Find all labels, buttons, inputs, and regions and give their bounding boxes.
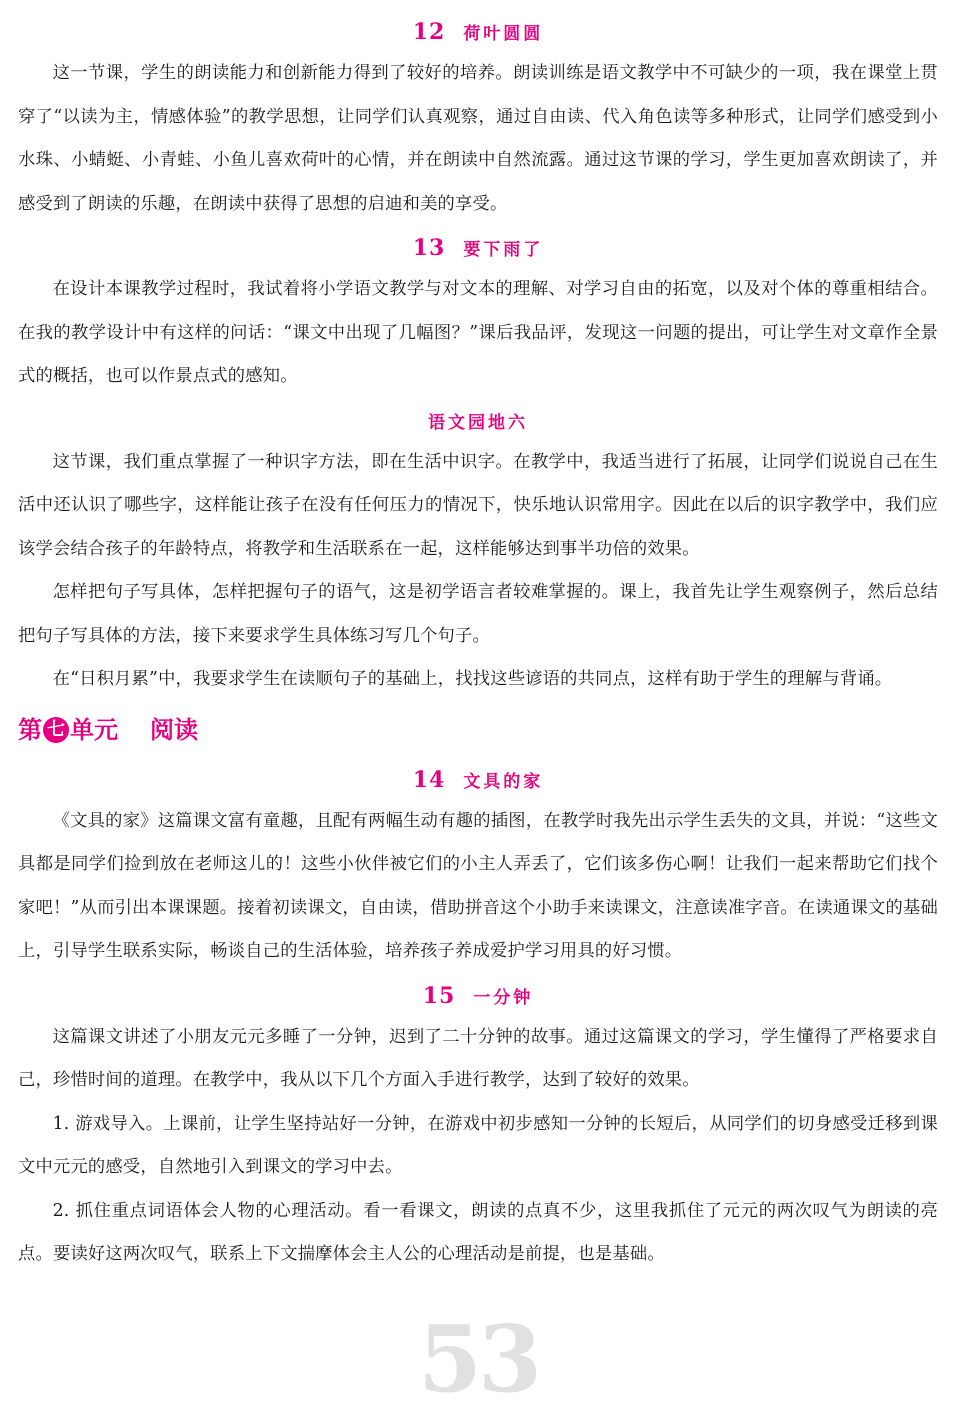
paragraph: 1. 游戏导入。上课前，让学生坚持站好一分钟，在游戏中初步感知一分钟的长短后，从同学们的切身感受迁移到课文中元元的感受，自然地引入到课文的学习中去。 — [18, 1113, 938, 1177]
paragraph: 在“日积月累”中，我要求学生在读顺句子的基础上，找找这些谚语的共同点，这样有助于学生的理解与背诵。 — [52, 669, 893, 689]
section-title: 语文园地六 — [428, 412, 528, 433]
paragraph: 这一节课，学生的朗读能力和创新能力得到了较好的培养。朗读训练是语文教学中不可缺少的一项，我在课堂上贯穿了“以读为主，情感体验”的教学思想，让同学们认真观察，通过自由读、代入角色读等多种形式，让同学们感受到小水珠、小蜻蜓、小青蛙、小鱼儿喜欢荷叶的心情，并在朗读中自然流露。通过这节课的学习，学生更加喜欢朗读了，并感受到了朗读的乐趣，在朗读中获得了思想的启迪和美的享受。 — [18, 63, 938, 214]
unit-number-badge: 七 — [43, 717, 69, 743]
lesson-number: 13 — [412, 235, 446, 261]
section-heading-13 — [18, 226, 938, 268]
page-number-watermark: 53 — [418, 1305, 539, 1413]
section-heading-yuwen-garden — [18, 399, 938, 441]
lesson-number: 14 — [412, 766, 446, 793]
section-heading-15 — [18, 974, 938, 1016]
lesson-number: 12 — [412, 19, 446, 45]
paragraph: 这篇课文讲述了小朋友元元多睡了一分钟，迟到了二十分钟的故事。通过这篇课文的学习，学生懂得了严格要求自己，珍惜时间的道理。在教学中，我从以下几个方面入手进行教学，达到了较好的效果。 — [18, 1026, 938, 1090]
unit-prefix: 第 — [18, 715, 42, 744]
section-heading-14 — [18, 758, 938, 800]
lesson-title: 一分钟 — [473, 987, 534, 1008]
lesson-title: 文具的家 — [463, 771, 544, 792]
lesson-number: 15 — [422, 982, 456, 1009]
paragraph: 《文具的家》这篇课文富有童趣，且配有两幅生动有趣的插图，在教学时我先出示学生丢失的文具，并说：“这些文具都是同学们捡到放在老师这儿的！这些小伙伴被它们的小主人弄丢了，它们该多伤心啊！让我们一起来帮助它们找个家吧！”从而引出本课课题。接着初读课文，自由读，借助拼音这个小助手来读课文，注意读准字音。在读通课文的基础上，引导学生联系实际，畅谈自己的生活体验，培养孩子养成爱护学习用具的好习惯。 — [18, 810, 938, 961]
section-heading-12 — [18, 10, 938, 52]
paragraph: 在设计本课教学过程时，我试着将小学语文教学与对文本的理解、对学习自由的拓宽，以及对个体的尊重相结合。在我的教学设计中有这样的问话：“课文中出现了几幅图？”课后我品评，发现这一问题的提出，可让学生对文章作全景式的概括，也可以作景点式的感知。 — [18, 279, 938, 386]
lesson-title: 要下雨了 — [463, 240, 544, 260]
unit-subtitle: 阅读 — [150, 715, 198, 744]
unit-suffix: 单元 — [70, 715, 118, 744]
document-page — [18, 10, 938, 1277]
paragraph: 这节课，我们重点掌握了一种识字方法，即在生活中识字。在教学中，我适当进行了拓展，让同学们说说自己在生活中还认识了哪些字，这样能让孩子在没有任何压力的情况下，快乐地认识常用字。因此在以后的识字教学中，我们应该学会结合孩子的年龄特点，将教学和生活联系在一起，这样能够达到事半功倍的效果。 — [18, 451, 938, 559]
unit-heading — [18, 702, 938, 758]
paragraph: 怎样把句子写具体，怎样把握句子的语气，这是初学语言者较难掌握的。课上，我首先让学生观察例子，然后总结把句子写具体的方法，接下来要求学生具体练习写几个句子。 — [18, 582, 938, 646]
lesson-title: 荷叶圆圆 — [463, 24, 544, 44]
paragraph: 2. 抓住重点词语体会人物的心理活动。看一看课文，朗读的点真不少，这里我抓住了元元的两次叹气为朗读的亮点。要读好这两次叹气，联系上下文揣摩体会主人公的心理活动是前提，也是基础。 — [18, 1200, 938, 1264]
